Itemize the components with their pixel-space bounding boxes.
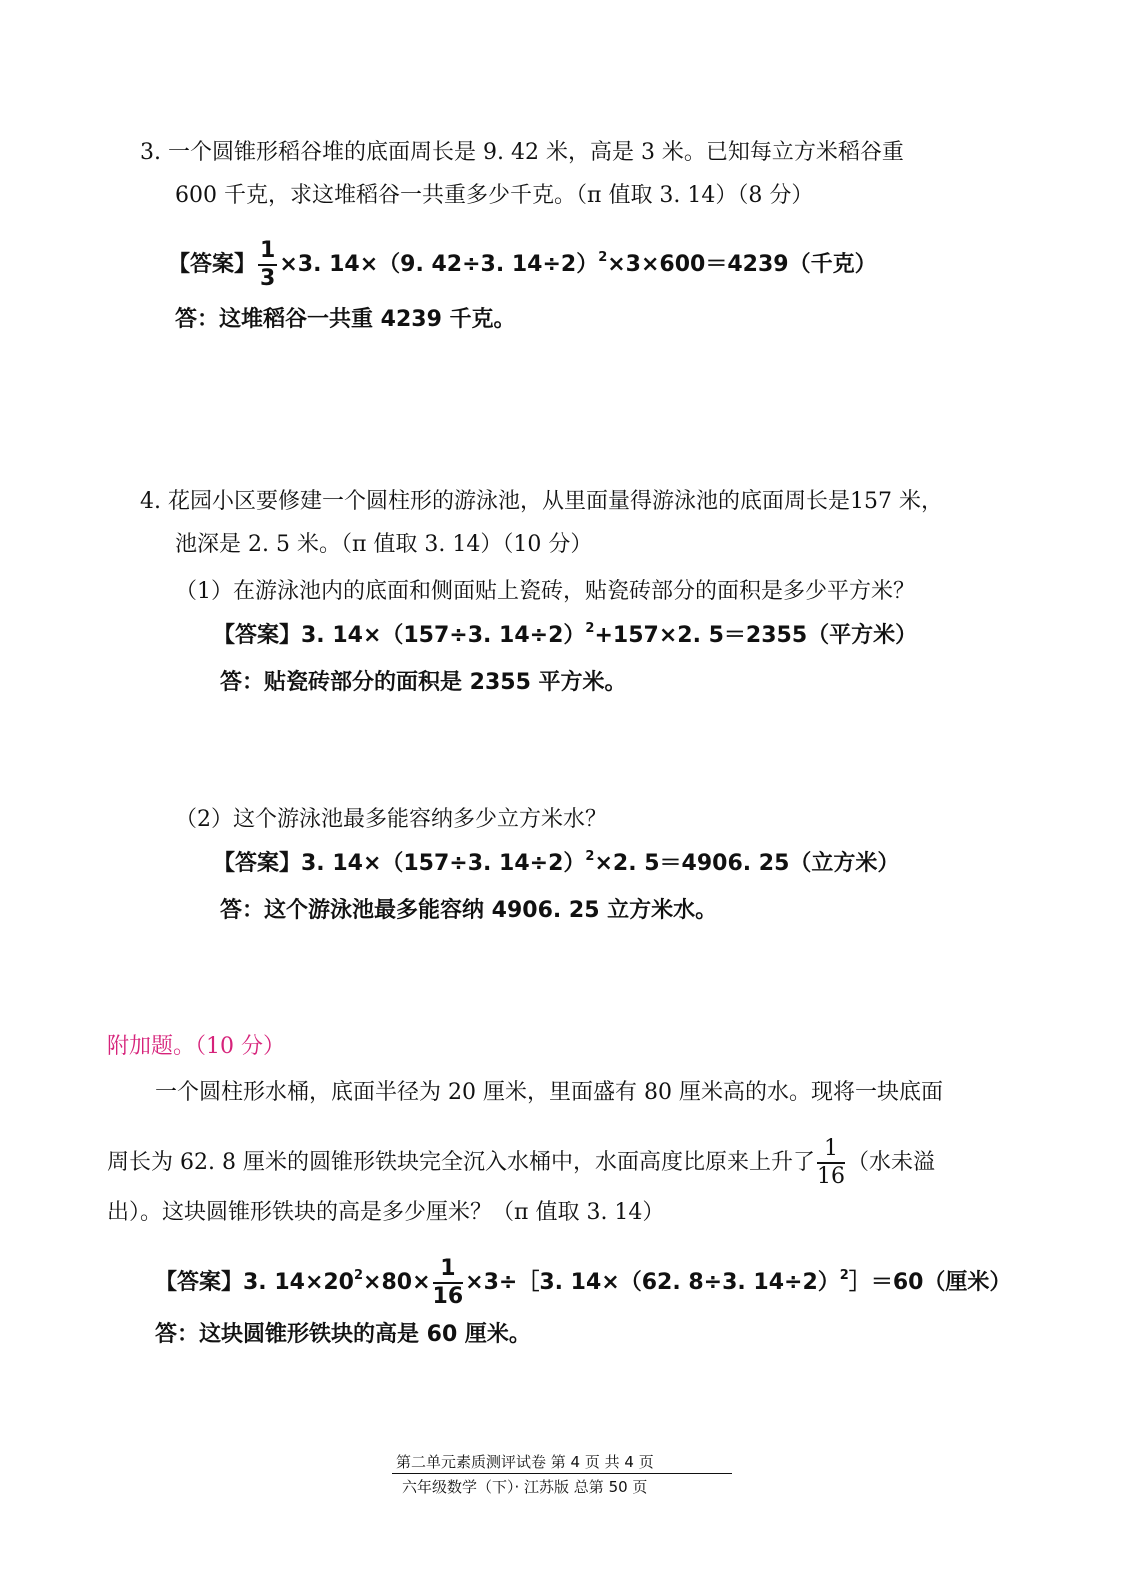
answer-expression-part: ×2. 5＝4906. 25（立方米）	[594, 851, 900, 876]
fraction-denominator: 16	[816, 1164, 845, 1189]
bonus-text-line1: 一个圆柱形水桶，底面半径为 20 厘米，里面盛有 80 厘米高的水。现将一块底面	[155, 1080, 943, 1105]
answer-expression-part: ×3÷［3. 14×（62. 8÷3. 14÷2）	[465, 1270, 840, 1295]
answer-expression-part: ］＝60（厘米）	[848, 1270, 1012, 1295]
q3-text-line1: 3. 一个圆锥形稻谷堆的底面周长是 9. 42 米，高是 3 米。已知每立方米稻谷重	[140, 140, 904, 165]
footer-divider	[392, 1473, 732, 1474]
q4-text-line1: 4. 花园小区要修建一个圆柱形的游泳池，从里面量得游泳池的底面周长是157 米，	[140, 489, 943, 514]
fraction-one-sixteenth	[433, 1258, 464, 1308]
bonus-text-part: 周长为 62. 8 厘米的圆锥形铁块完全沉入水桶中，水面高度比原来上升了	[107, 1150, 815, 1175]
fraction-one-third	[258, 240, 277, 290]
answer-expression-part: 【答案】3. 14×20	[155, 1270, 354, 1295]
bonus-answer-reply: 答：这块圆锥形铁块的高是 60 厘米。	[155, 1322, 531, 1347]
bonus-answer	[155, 1258, 1011, 1308]
footer-line2: 六年级数学（下）· 江苏版 总第 50 页	[402, 1478, 648, 1496]
exponent: 2	[585, 621, 595, 636]
footer-line1: 第二单元素质测评试卷 第 4 页 共 4 页	[396, 1453, 654, 1471]
bonus-heading: 附加题。（10 分）	[107, 1034, 285, 1059]
q4-part2-question: （2）这个游泳池最多能容纳多少立方米水？	[175, 807, 607, 832]
exponent: 2	[598, 250, 608, 265]
q4-part2-reply: 答：这个游泳池最多能容纳 4906. 25 立方米水。	[220, 898, 718, 923]
answer-expression-part: ×3×600＝4239（千克）	[607, 252, 877, 277]
fraction-numerator: 1	[433, 1258, 464, 1284]
q4-text-line2: 池深是 2. 5 米。（π 值取 3. 14）（10 分）	[175, 532, 593, 557]
q3-text-line2: 600 千克，求这堆稻谷一共重多少千克。（π 值取 3. 14）（8 分）	[175, 183, 814, 208]
q4-part1-answer	[213, 621, 917, 651]
bonus-text-line2	[107, 1138, 935, 1188]
exponent: 2	[585, 849, 595, 864]
q3-answer	[168, 240, 877, 290]
fraction-one-sixteenth	[817, 1138, 845, 1188]
q4-part1-question: （1）在游泳池内的底面和侧面贴上瓷砖，贴瓷砖部分的面积是多少平方米？	[175, 579, 915, 604]
q3-answer-reply: 答：这堆稻谷一共重 4239 千克。	[175, 307, 516, 332]
bonus-text-part: （水未溢	[846, 1150, 935, 1175]
bonus-text-line3: 出）。这块圆锥形铁块的高是多少厘米？（π 值取 3. 14）	[107, 1200, 665, 1225]
fraction-denominator: 3	[260, 266, 276, 291]
answer-expression-part: ×80×	[363, 1270, 431, 1295]
answer-expression-part: 【答案】3. 14×（157÷3. 14÷2）	[213, 851, 586, 876]
answer-label: 【答案】	[168, 252, 257, 277]
q4-part2-answer	[213, 849, 899, 879]
answer-expression-part: ×3. 14×（9. 42÷3. 14÷2）	[279, 252, 599, 277]
exponent: 2	[354, 1268, 364, 1283]
q4-part1-reply: 答：贴瓷砖部分的面积是 2355 平方米。	[220, 670, 627, 695]
fraction-numerator: 1	[258, 240, 277, 266]
answer-expression-part: +157×2. 5＝2355（平方米）	[594, 623, 918, 648]
fraction-denominator: 16	[432, 1284, 464, 1309]
answer-expression-part: 【答案】3. 14×（157÷3. 14÷2）	[213, 623, 586, 648]
fraction-numerator: 1	[817, 1138, 845, 1164]
exponent: 2	[839, 1268, 849, 1283]
